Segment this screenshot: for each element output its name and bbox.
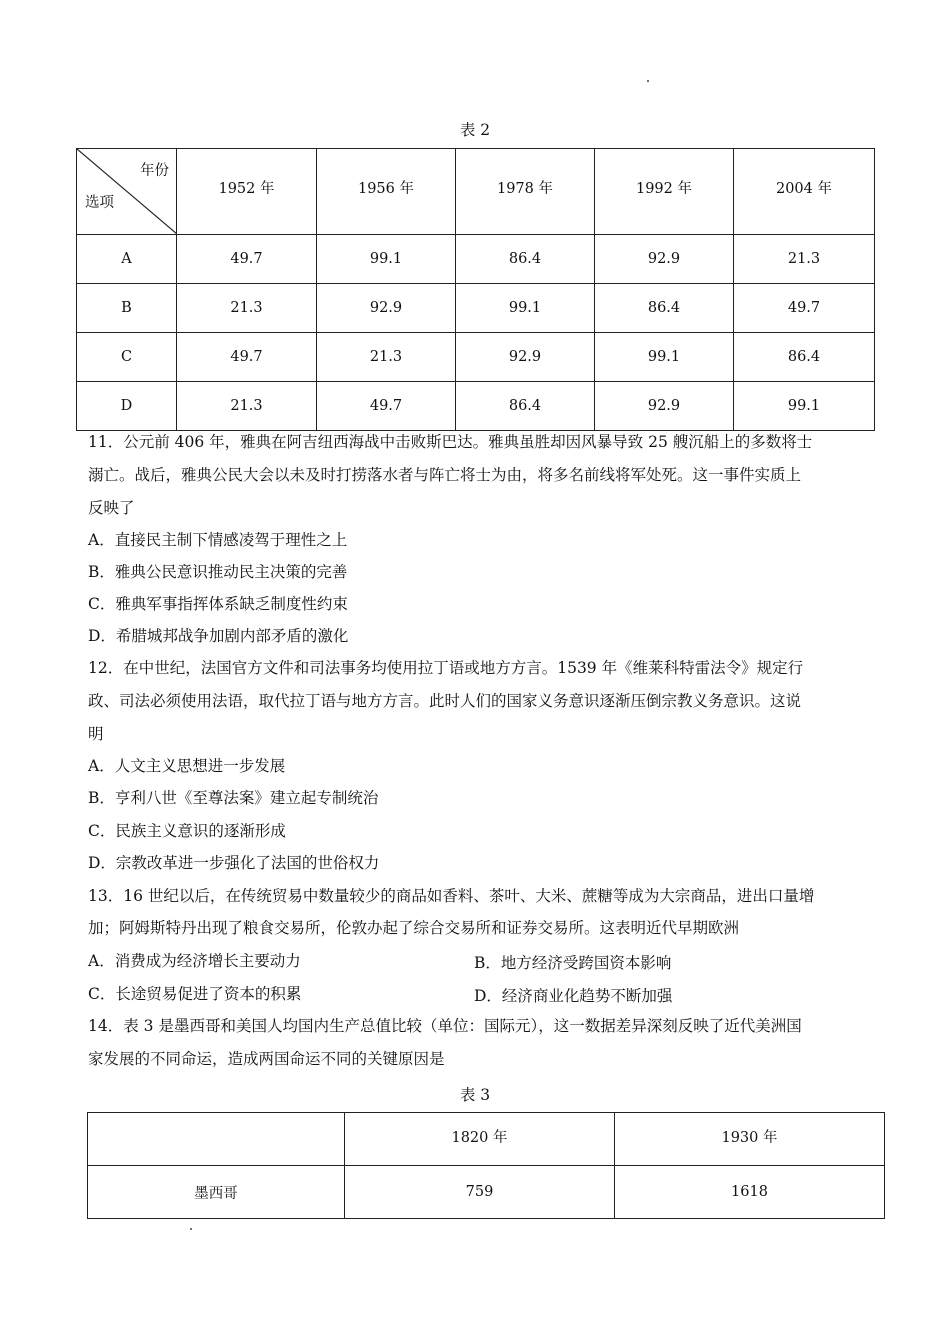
table-cell: 92.9	[595, 235, 734, 284]
table3-header-row	[88, 1113, 885, 1166]
q12-option-b: B．亨利八世《至尊法案》建立起专制统治	[88, 789, 379, 807]
q11-stem-line: 11．公元前 406 年，雅典在阿吉纽西海战中击败斯巴达。雅典虽胜却因风暴导致 25 艘沉船上的多数将士	[88, 433, 813, 451]
table3-corner-cell	[88, 1113, 345, 1166]
table-cell: 759	[345, 1166, 615, 1219]
corner-year-label: 年份	[140, 163, 169, 179]
q13-stem-line: 13．16 世纪以后，在传统贸易中数量较少的商品如香料、茶叶、大米、蔗糖等成为大宗商品，进出口量增	[88, 887, 815, 905]
table-cell: 86.4	[456, 382, 595, 431]
q11-option-d: D．希腊城邦战争加剧内部矛盾的激化	[88, 627, 349, 645]
table3	[87, 1112, 885, 1219]
q11-stem-line: 反映了	[88, 499, 135, 517]
row-label: D	[77, 382, 177, 431]
q13-option-a: A．消费成为经济增长主要动力	[88, 952, 301, 970]
table-cell: 49.7	[177, 333, 317, 382]
q11-option-c: C．雅典军事指挥体系缺乏制度性约束	[88, 595, 348, 613]
q11-option-a: A．直接民主制下情感凌驾于理性之上	[88, 531, 348, 549]
table-cell: 49.7	[734, 284, 875, 333]
table-cell: 49.7	[177, 235, 317, 284]
q13-stem-line: 加；阿姆斯特丹出现了粮食交易所，伦敦办起了综合交易所和证券交易所。这表明近代早期欧洲	[88, 919, 740, 937]
q14-stem-line: 14．表 3 是墨西哥和美国人均国内生产总值比较（单位：国际元），这一数据差异深刻反映了近代美洲国	[88, 1017, 802, 1035]
table-cell: 21.3	[177, 382, 317, 431]
table-cell: 92.9	[595, 382, 734, 431]
q12-stem-line: 政、司法必须使用法语，取代拉丁语与地方方言。此时人们的国家义务意识逐渐压倒宗教义务意识。这说	[88, 692, 802, 710]
stray-dot-top	[647, 80, 649, 82]
q13-option-b: B．地方经济受跨国资本影响	[474, 954, 672, 972]
year-header: 1956 年	[317, 149, 456, 235]
q12-option-c: C．民族主义意识的逐渐形成	[88, 822, 286, 840]
q11-option-b: B．雅典公民意识推动民主决策的完善	[88, 563, 348, 581]
table2-caption: 表 2	[459, 121, 491, 139]
table-row	[77, 382, 875, 431]
table-cell: 99.1	[595, 333, 734, 382]
q14-stem-line: 家发展的不同命运，造成两国命运不同的关键原因是	[88, 1050, 445, 1068]
row-label: C	[77, 333, 177, 382]
table-cell: 21.3	[734, 235, 875, 284]
table-row	[77, 284, 875, 333]
table-cell: 49.7	[317, 382, 456, 431]
row-label: 墨西哥	[88, 1166, 345, 1219]
table-cell: 92.9	[317, 284, 456, 333]
table-cell: 21.3	[317, 333, 456, 382]
q13-option-c: C．长途贸易促进了资本的积累	[88, 985, 302, 1003]
table2	[76, 148, 875, 431]
year-header: 1992 年	[595, 149, 734, 235]
table-row	[77, 333, 875, 382]
row-label: A	[77, 235, 177, 284]
table-cell: 92.9	[456, 333, 595, 382]
q12-stem-line: 明	[88, 725, 104, 743]
table2-corner-cell	[77, 149, 177, 235]
table3-caption: 表 3	[459, 1086, 491, 1104]
q12-option-a: A．人文主义思想进一步发展	[88, 757, 286, 775]
q13-option-d: D．经济商业化趋势不断加强	[474, 987, 673, 1005]
year-header: 1820 年	[345, 1113, 615, 1166]
table-cell: 86.4	[456, 235, 595, 284]
table-cell: 99.1	[734, 382, 875, 431]
q11-stem-line: 溺亡。战后，雅典公民大会以未及时打捞落水者与阵亡将士为由，将多名前线将军处死。这一事件实质上	[88, 466, 802, 484]
table-cell: 86.4	[734, 333, 875, 382]
row-label: B	[77, 284, 177, 333]
table-cell: 1618	[615, 1166, 885, 1219]
year-header: 2004 年	[734, 149, 875, 235]
year-header: 1930 年	[615, 1113, 885, 1166]
stray-dot-bottom	[190, 1228, 192, 1230]
q12-option-d: D．宗教改革进一步强化了法国的世俗权力	[88, 854, 380, 872]
table-row	[77, 235, 875, 284]
year-header: 1978 年	[456, 149, 595, 235]
year-header: 1952 年	[177, 149, 317, 235]
table-cell: 99.1	[456, 284, 595, 333]
table-row	[88, 1166, 885, 1219]
q12-stem-line: 12．在中世纪，法国官方文件和司法事务均使用拉丁语或地方方言。1539 年《维莱科特雷法令》规定行	[88, 659, 804, 677]
table-cell: 86.4	[595, 284, 734, 333]
table-cell: 99.1	[317, 235, 456, 284]
table-cell: 21.3	[177, 284, 317, 333]
table2-header-row	[77, 149, 875, 235]
corner-option-label: 选项	[85, 195, 114, 211]
